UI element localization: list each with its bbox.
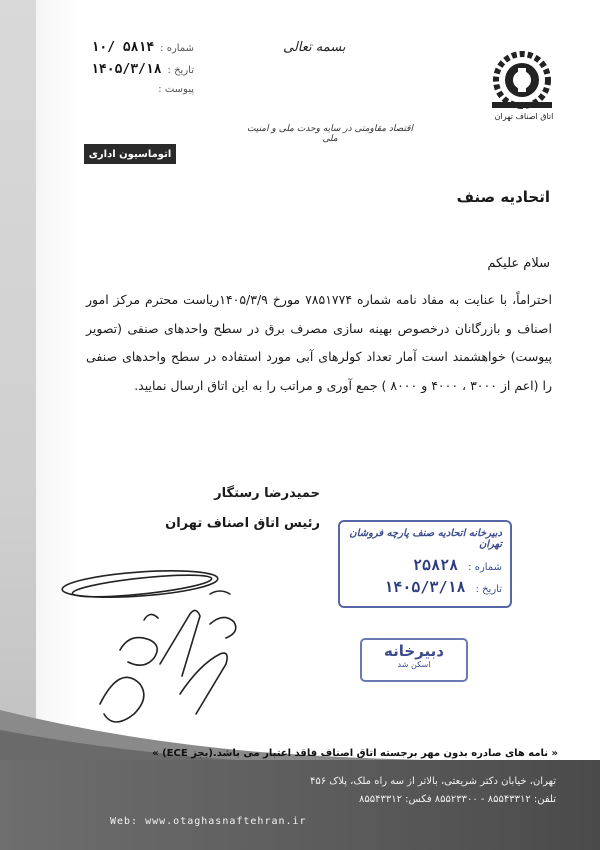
footer-band	[0, 760, 600, 850]
automation-tag: اتوماسیون اداری	[84, 144, 176, 164]
date-value: ۱۴۰۵/۳/۱۸	[91, 62, 162, 77]
registry-date-value: ۱۴۰۵/۳/۱۸	[384, 578, 466, 596]
meta-attachment-row	[44, 84, 194, 106]
registry-date-label: تاریخ :	[475, 584, 502, 595]
validity-notice: « نامه های صادره بدون مهر برجسته اتاق اصناف فاقد اعتبار می باشد.(بجز ECE) »	[152, 748, 558, 759]
number-value: ۱۰/ ۵۸۱۴	[91, 40, 155, 55]
meta-date-row	[44, 62, 194, 84]
signer-title: رئیس اتاق اصناف تهران	[165, 516, 320, 531]
registry-number-row	[413, 556, 502, 574]
footer-website[interactable]: Web: www.otaghasnaftehran.ir	[110, 816, 307, 827]
scanned-stamp-line2: اسکن شد	[397, 660, 431, 669]
attachment-label: پیوست :	[158, 84, 194, 95]
letter-meta	[44, 40, 194, 106]
meta-number-row	[44, 40, 194, 62]
basmala-heading: بسمه تعالی	[283, 40, 346, 55]
registry-number-label: شماره :	[468, 562, 502, 573]
recipient: اتحادیه صنف	[456, 188, 550, 206]
footer-address: تهران، خیابان دکتر شریعتی، بالاتر از سه راه ملک، پلاک ۴۵۶	[310, 776, 556, 787]
greeting: سلام علیکم	[487, 256, 550, 271]
date-label: تاریخ :	[167, 65, 194, 76]
signer-name: حمیدرضا رستگار	[214, 486, 320, 501]
letter-body: احتراماً، با عنایت به مفاد نامه شماره ۷۸۵۱۷۷۴ مورخ ۱۴۰۵/۳/۹ریاست محترم مرکز امور اصناف و بازرگانان درخصوص بهینه سازی مصرف برق در سطح واحدهای صنفی (تصویر پیوست) خواهشمند است آمار تعداد کولرهای آبی مورد استفاده در سطح واحدهای صنفی را (اعم از ۳۰۰۰ ، ۴۰۰۰ و ۸۰۰۰ ) جمع آوری و مراتب را به این اتاق ارسال نمایید.	[86, 292, 552, 393]
registry-stamp	[338, 520, 512, 608]
registry-date-row	[384, 578, 502, 596]
registry-stamp-title: دبیرخانه اتحادیه صنف پارچه فروشان تهران	[349, 528, 502, 550]
number-label: شماره :	[160, 43, 194, 54]
handwritten-signature	[60, 554, 280, 754]
slogan: اقتصاد مقاومتی در سایه وحدت ملی و امنیت ملی	[247, 124, 413, 144]
scanned-stamp-line1: دبیرخانه	[384, 642, 444, 660]
logo-caption: اتاق اصناف تهران	[494, 112, 554, 121]
scanned-stamp	[360, 638, 468, 682]
footer-phone: تلفن: ۸۵۵۴۳۳۱۲ - ۸۵۵۲۳۳۰۰ فکس: ۸۵۵۴۳۳۱۲	[359, 794, 556, 805]
registry-number-value: ۲۵۸۲۸	[413, 556, 459, 574]
